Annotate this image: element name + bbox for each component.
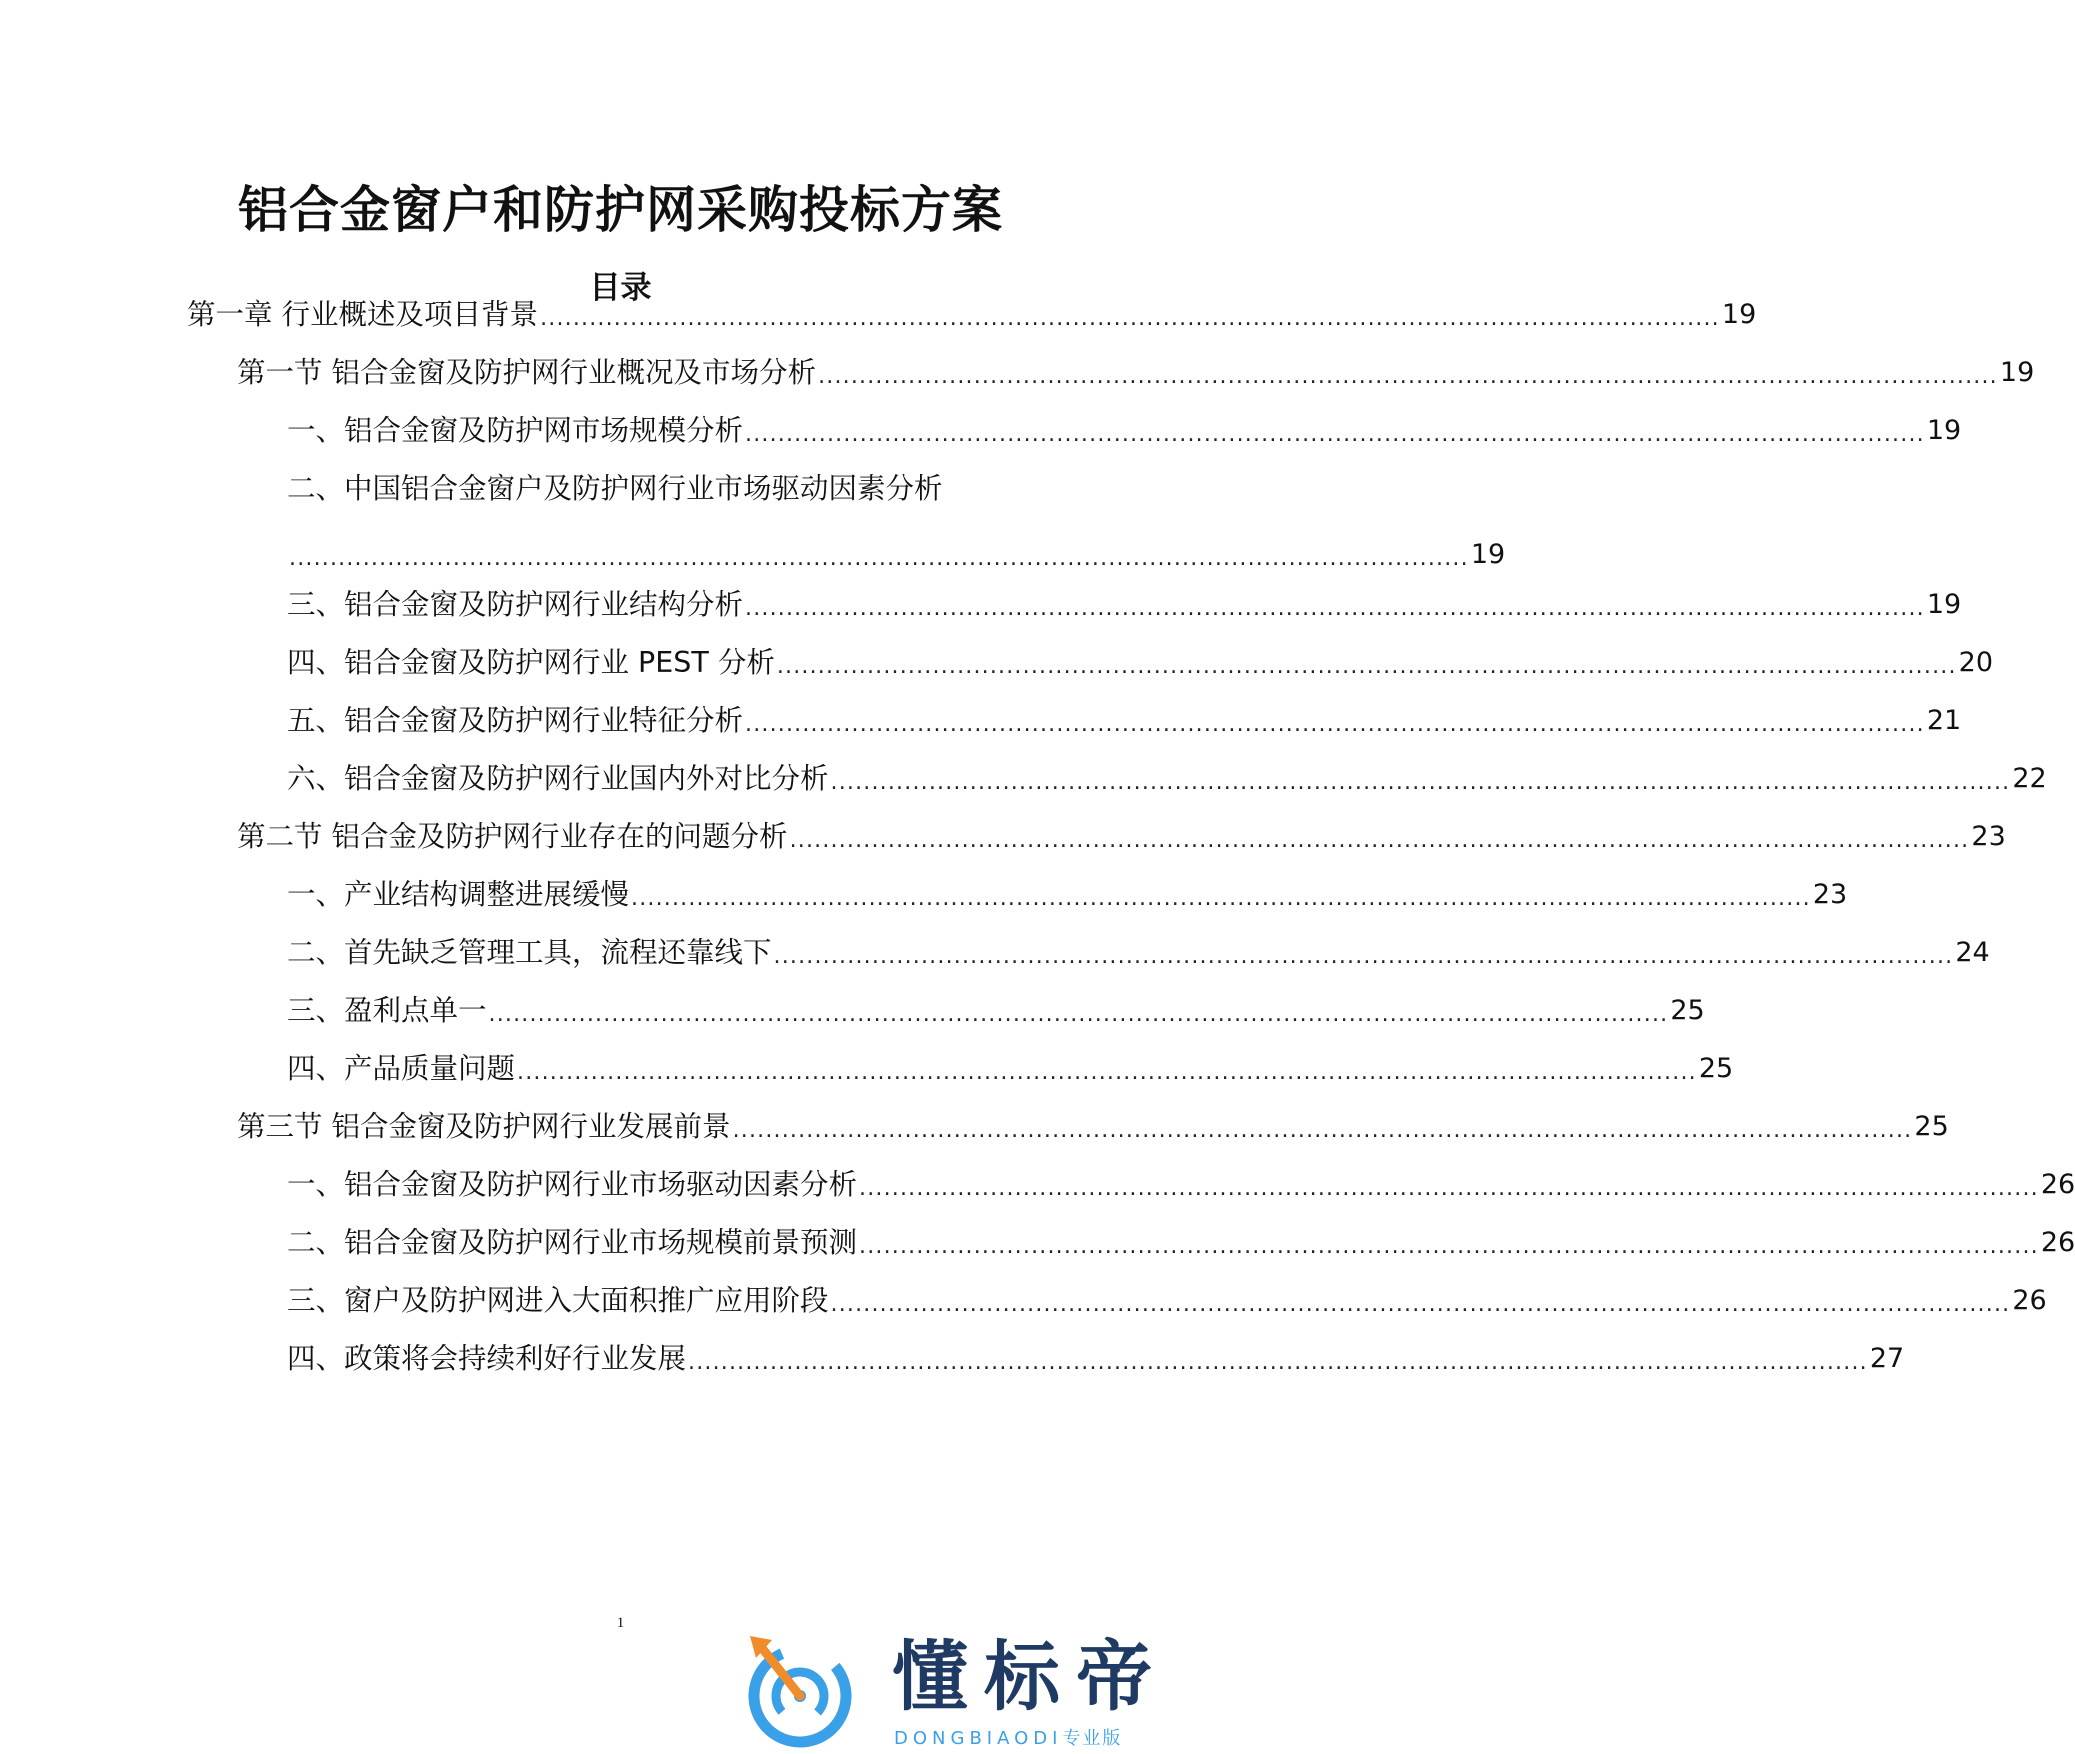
toc-leader-dots: ................................................................................................................................................ [488, 1002, 1669, 1027]
toc-entry-page: 19 [1470, 539, 1506, 570]
toc-entry-title: 四、铝合金窗及防护网行业 PEST 分析 [287, 646, 775, 679]
watermark-brand: 懂标帝 [892, 1632, 1168, 1721]
toc-entry-title: 一、铝合金窗及防护网市场规模分析 [287, 414, 744, 447]
toc-entry-title: 第一章 行业概述及项目背景 [187, 298, 539, 331]
toc-entry-subsection[interactable] [287, 1337, 1905, 1381]
toc-entry-title: 三、盈利点单一 [287, 994, 487, 1027]
toc-entry-subsection[interactable] [287, 757, 2047, 801]
toc-entry-page: 27 [1869, 1343, 1905, 1374]
toc-wrap-line [287, 517, 1506, 577]
toc-entry-subsection[interactable] [287, 1221, 2075, 1265]
toc-entry-subsection[interactable] [287, 699, 1962, 743]
toc-entry-title: 二、首先缺乏管理工具，流程还靠线下 [287, 936, 772, 969]
toc-entry-page: 25 [1670, 995, 1705, 1026]
toc-leader-dots: ................................................................................................................................................ [789, 828, 1970, 853]
toc-entry-page: 26 [2040, 1227, 2075, 1258]
toc-entry-title: 一、铝合金窗及防护网行业市场驱动因素分析 [287, 1168, 858, 1201]
toc-leader-dots: ................................................................................................................................................ [745, 712, 1925, 737]
toc-entry-subsection[interactable] [287, 583, 1962, 627]
toc-entry-page: 24 [1955, 937, 1990, 968]
toc-entry-page: 21 [1926, 705, 1962, 736]
watermark-subtitle [894, 1728, 1122, 1750]
toc-leader-dots: ................................................................................................................................................ [732, 1118, 1913, 1143]
toc-entry-title: 三、窗户及防护网进入大面积推广应用阶段 [287, 1284, 829, 1317]
toc-entry-page: 19 [1999, 357, 2035, 388]
toc-entry-page: 19 [1926, 415, 1962, 446]
toc-leader-dots: ................................................................................................................................................ [289, 546, 1469, 571]
toc-entry-page: 26 [2012, 1285, 2047, 1316]
target-arrow-icon [742, 1634, 870, 1748]
toc-leader-dots: ................................................................................................................................................ [773, 944, 1954, 969]
toc-entry-subsection[interactable] [287, 467, 1506, 577]
toc-entry-page: 25 [1698, 1053, 1734, 1084]
toc-leader-dots: ................................................................................................................................................ [745, 596, 1925, 621]
toc-entry-page: 19 [1926, 589, 1962, 620]
toc-leader-dots: ................................................................................................................................................ [859, 1176, 2039, 1201]
toc-entry-subsection[interactable] [287, 989, 1705, 1033]
watermark [742, 1632, 1222, 1750]
toc-leader-dots: ................................................................................................................................................ [688, 1350, 1868, 1375]
toc-entry-title: 四、产品质量问题 [287, 1052, 516, 1085]
toc-entry-section[interactable] [237, 1105, 1949, 1149]
toc-entry-title: 一、产业结构调整进展缓慢 [287, 878, 630, 911]
toc-entry-subsection[interactable] [287, 1047, 1734, 1091]
document-title: 铝合金窗户和防护网采购投标方案 [238, 181, 1003, 239]
watermark-pinyin: DONGBIAODI [894, 1728, 1063, 1749]
toc-entry-page: 19 [1721, 299, 1757, 330]
toc-leader-dots: ................................................................................................................................................ [776, 654, 1957, 679]
toc-leader-dots: ................................................................................................................................................ [818, 364, 1998, 389]
toc-leader-dots: ................................................................................................................................................ [540, 306, 1720, 331]
toc-entry-page: 20 [1958, 647, 1994, 678]
toc-entry-title: 四、政策将会持续利好行业发展 [287, 1342, 687, 1375]
toc-entry-page: 23 [1812, 879, 1848, 910]
toc-entry-subsection[interactable] [287, 931, 1990, 975]
toc-leader-dots: ................................................................................................................................................ [631, 886, 1811, 911]
toc-entry-title: 六、铝合金窗及防护网行业国内外对比分析 [287, 762, 829, 795]
toc-entry-title: 第一节 铝合金窗及防护网行业概况及市场分析 [237, 356, 817, 389]
toc-entry-title: 三、铝合金窗及防护网行业结构分析 [287, 588, 744, 621]
toc-entry-title: 第二节 铝合金及防护网行业存在的问题分析 [237, 820, 788, 853]
toc-entry-subsection[interactable] [287, 873, 1848, 917]
toc-entry-title: 五、铝合金窗及防护网行业特征分析 [287, 704, 744, 737]
toc-entry-page: 22 [2012, 763, 2047, 794]
toc-leader-dots: ................................................................................................................................................ [859, 1234, 2039, 1259]
toc-entry-subsection[interactable] [287, 1279, 2047, 1323]
toc-entry-page: 26 [2040, 1169, 2075, 1200]
page-number: 1 [616, 1615, 625, 1631]
toc-heading: 目录 [589, 270, 652, 306]
watermark-edition: 专业版 [1062, 1728, 1123, 1749]
toc-entry-title: 二、中国铝合金窗户及防护网行业市场驱动因素分析 [287, 472, 943, 505]
toc-entry-subsection[interactable] [287, 1163, 2075, 1207]
toc-entry-subsection[interactable] [287, 641, 1994, 685]
toc-entry-section[interactable] [237, 815, 2006, 859]
toc-entry-chapter[interactable] [187, 293, 1757, 337]
toc-leader-dots: ................................................................................................................................................ [830, 1292, 2011, 1317]
toc-entry-page: 25 [1914, 1111, 1949, 1142]
toc-leader-dots: ................................................................................................................................................ [745, 422, 1925, 447]
toc-leader-dots: ................................................................................................................................................ [517, 1060, 1697, 1085]
toc-entry-page: 23 [1971, 821, 2006, 852]
toc-entry-title: 二、铝合金窗及防护网行业市场规模前景预测 [287, 1226, 858, 1259]
toc-leader-dots: ................................................................................................................................................ [830, 770, 2011, 795]
toc-entry-title: 第三节 铝合金窗及防护网行业发展前景 [237, 1110, 731, 1143]
toc-entry-subsection[interactable] [287, 409, 1962, 453]
toc-entry-section[interactable] [237, 351, 2035, 395]
